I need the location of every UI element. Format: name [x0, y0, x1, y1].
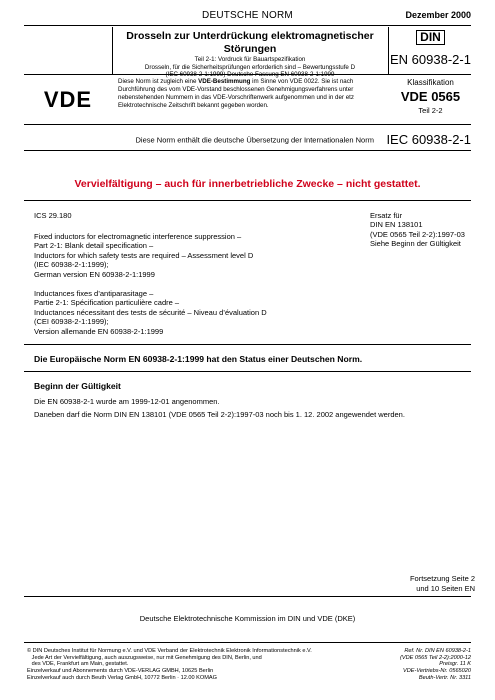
classification-block: [390, 76, 471, 115]
dke-line: Deutsche Elektrotechnische Kommission im DIN und VDE (DKE): [139, 614, 356, 623]
status-statement: Die Europäische Norm EN 60938-2-1:1999 hat den Status einer Deutschen Norm.: [34, 354, 363, 364]
french-title-line: (CEI 60938-2-1:1999);: [34, 317, 109, 327]
din-block: [390, 27, 471, 74]
continuation-note: [370, 574, 475, 593]
iec-number: IEC 60938-2-1: [386, 132, 471, 148]
vde-notice: [118, 78, 386, 110]
french-title-line: Version allemande EN 60938-2-1:1999: [34, 326, 164, 336]
divider: [24, 344, 471, 345]
replacement-note: [370, 211, 475, 249]
footer-ref-line: Beuth-Vertr. Nr. 3311: [418, 674, 471, 681]
footer-line: © DIN Deutsches Institut für Normung e.V. und VDE Verband der Elektrotechnik Elektronik Informationstechnik e.V.: [27, 648, 312, 654]
title-subline: Drosseln, für die Sicherheitsprüfungen erforderlich sind – Bewertungsstufe D: [144, 63, 356, 71]
footer-line: Einzelverkauf auch durch Beuth Verlag GmbH, 10772 Berlin · 12.00 KOMAG: [27, 674, 217, 681]
divider: [24, 124, 471, 125]
classification-label: Klassifikation: [407, 78, 454, 87]
vde-notice-pre: Diese Norm ist zugleich eine: [118, 78, 199, 85]
vde-logo: VDE: [43, 87, 93, 112]
divider: [388, 27, 389, 74]
validity-heading: Beginn der Gültigkeit: [34, 381, 121, 391]
footer-ref-line: Ref. Nr. DIN EN 60938-2-1: [404, 648, 471, 654]
footer-ref-line: Preisgr. 11 K: [439, 661, 471, 668]
french-title-line: Inductances nécessitant des tests de sécurité – Niveau d’évaluation D: [34, 307, 267, 317]
validity-paragraph: Daneben darf die Norm DIN EN 138101 (VDE 0565 Teil 2-2):1997-03 noch bis 1. 12. 2002 angewendet werden.: [34, 410, 405, 419]
validity-paragraph: Die EN 60938-2-1 wurde am 1999-12-01 angenommen.: [34, 397, 220, 406]
english-title-line: Inductors for which safety tests are required – Assessment level D: [34, 250, 254, 260]
french-title-line: Inductances fixes d’antiparasitage –: [34, 289, 154, 298]
footer-line: des VDE, Frankfurt am Main, gestattet.: [27, 661, 129, 668]
replacement-line: Siehe Beginn der Gültigkeit: [370, 239, 461, 249]
international-norm-line: [24, 131, 471, 149]
norm-label: DEUTSCHE NORM: [202, 10, 293, 21]
continuation-line: Fortsetzung Seite 2: [409, 574, 475, 583]
divider: [24, 642, 471, 643]
ics-code: ICS 29.180: [34, 211, 72, 220]
english-title-line: Part 2-1: Blank detail specification –: [34, 241, 154, 251]
footer-line: Jede Art der Vervielfältigung, auch auszugsweise, nur mit Genehmigung des DIN, Berlin, und: [27, 654, 262, 661]
footer-copyright: [27, 648, 357, 682]
replacement-line: (VDE 0565 Teil 2-2):1997-03: [370, 229, 465, 239]
divider: [24, 596, 471, 597]
footer-line: Einzelverkauf und Abonnements durch VDE-VERLAG GMBH, 10625 Berlin: [27, 668, 214, 675]
din-logo: DIN: [416, 30, 445, 45]
vde-notice-bold: VDE-Bestimmung: [198, 78, 251, 85]
french-title: [34, 289, 324, 336]
english-title-line: German version EN 60938-2-1:1999: [34, 269, 155, 279]
divider: [24, 74, 471, 75]
footer-ref-line: VDE-Vertriebs-Nr. 0565020: [403, 668, 471, 675]
english-title-line: Fixed inductors for electromagnetic interference suppression –: [34, 232, 242, 241]
vde-part: Teil 2-2: [418, 106, 443, 115]
divider: [112, 27, 113, 74]
english-title: [34, 232, 324, 279]
replacement-line: DIN EN 138101: [370, 220, 423, 230]
document-title: Drosseln zur Unterdrückung elektromagnetischer Störungen: [126, 30, 374, 55]
issue-date: Dezember 2000: [405, 10, 471, 20]
copy-warning: Vervielfältigung – auch für innerbetriebliche Zwecke – nicht gestattet.: [74, 178, 421, 190]
document-title-block: [114, 28, 386, 73]
footer-reference: [360, 648, 471, 682]
replacement-line: Ersatz für: [370, 211, 403, 220]
international-norm-text: Diese Norm enthält die deutsche Übersetzung der Internationalen Norm: [135, 135, 374, 145]
divider: [24, 150, 471, 151]
continuation-line: und 10 Seiten EN: [416, 583, 475, 593]
divider: [24, 200, 471, 201]
title-subline: Teil 2-1: Vordruck für Bauartspezifikation: [194, 56, 306, 63]
french-title-line: Partie 2-1: Spécification particulière cadre –: [34, 298, 180, 308]
document-header: [24, 6, 471, 26]
vde-notice-post: im Sinne von VDE 0022. Sie ist nach Durchführung des vom VDE-Vorstand beschlossenen Genehmigungsverfahrens unter nebenstehenden Nummern in das VDE-Vorschriftenwerk aufgenommen und in der etz Elektrotechnische Zeitschrift bekannt gegeben worden.: [118, 78, 354, 109]
footer-ref-line: (VDE 0565 Teil 2-2):2000-12: [399, 654, 471, 661]
din-number: EN 60938-2-1: [390, 52, 471, 67]
vde-logo-block: [24, 76, 112, 124]
divider: [24, 371, 471, 372]
english-title-line: (IEC 60938-2-1:1999);: [34, 260, 109, 270]
vde-number: VDE 0565: [400, 89, 461, 104]
